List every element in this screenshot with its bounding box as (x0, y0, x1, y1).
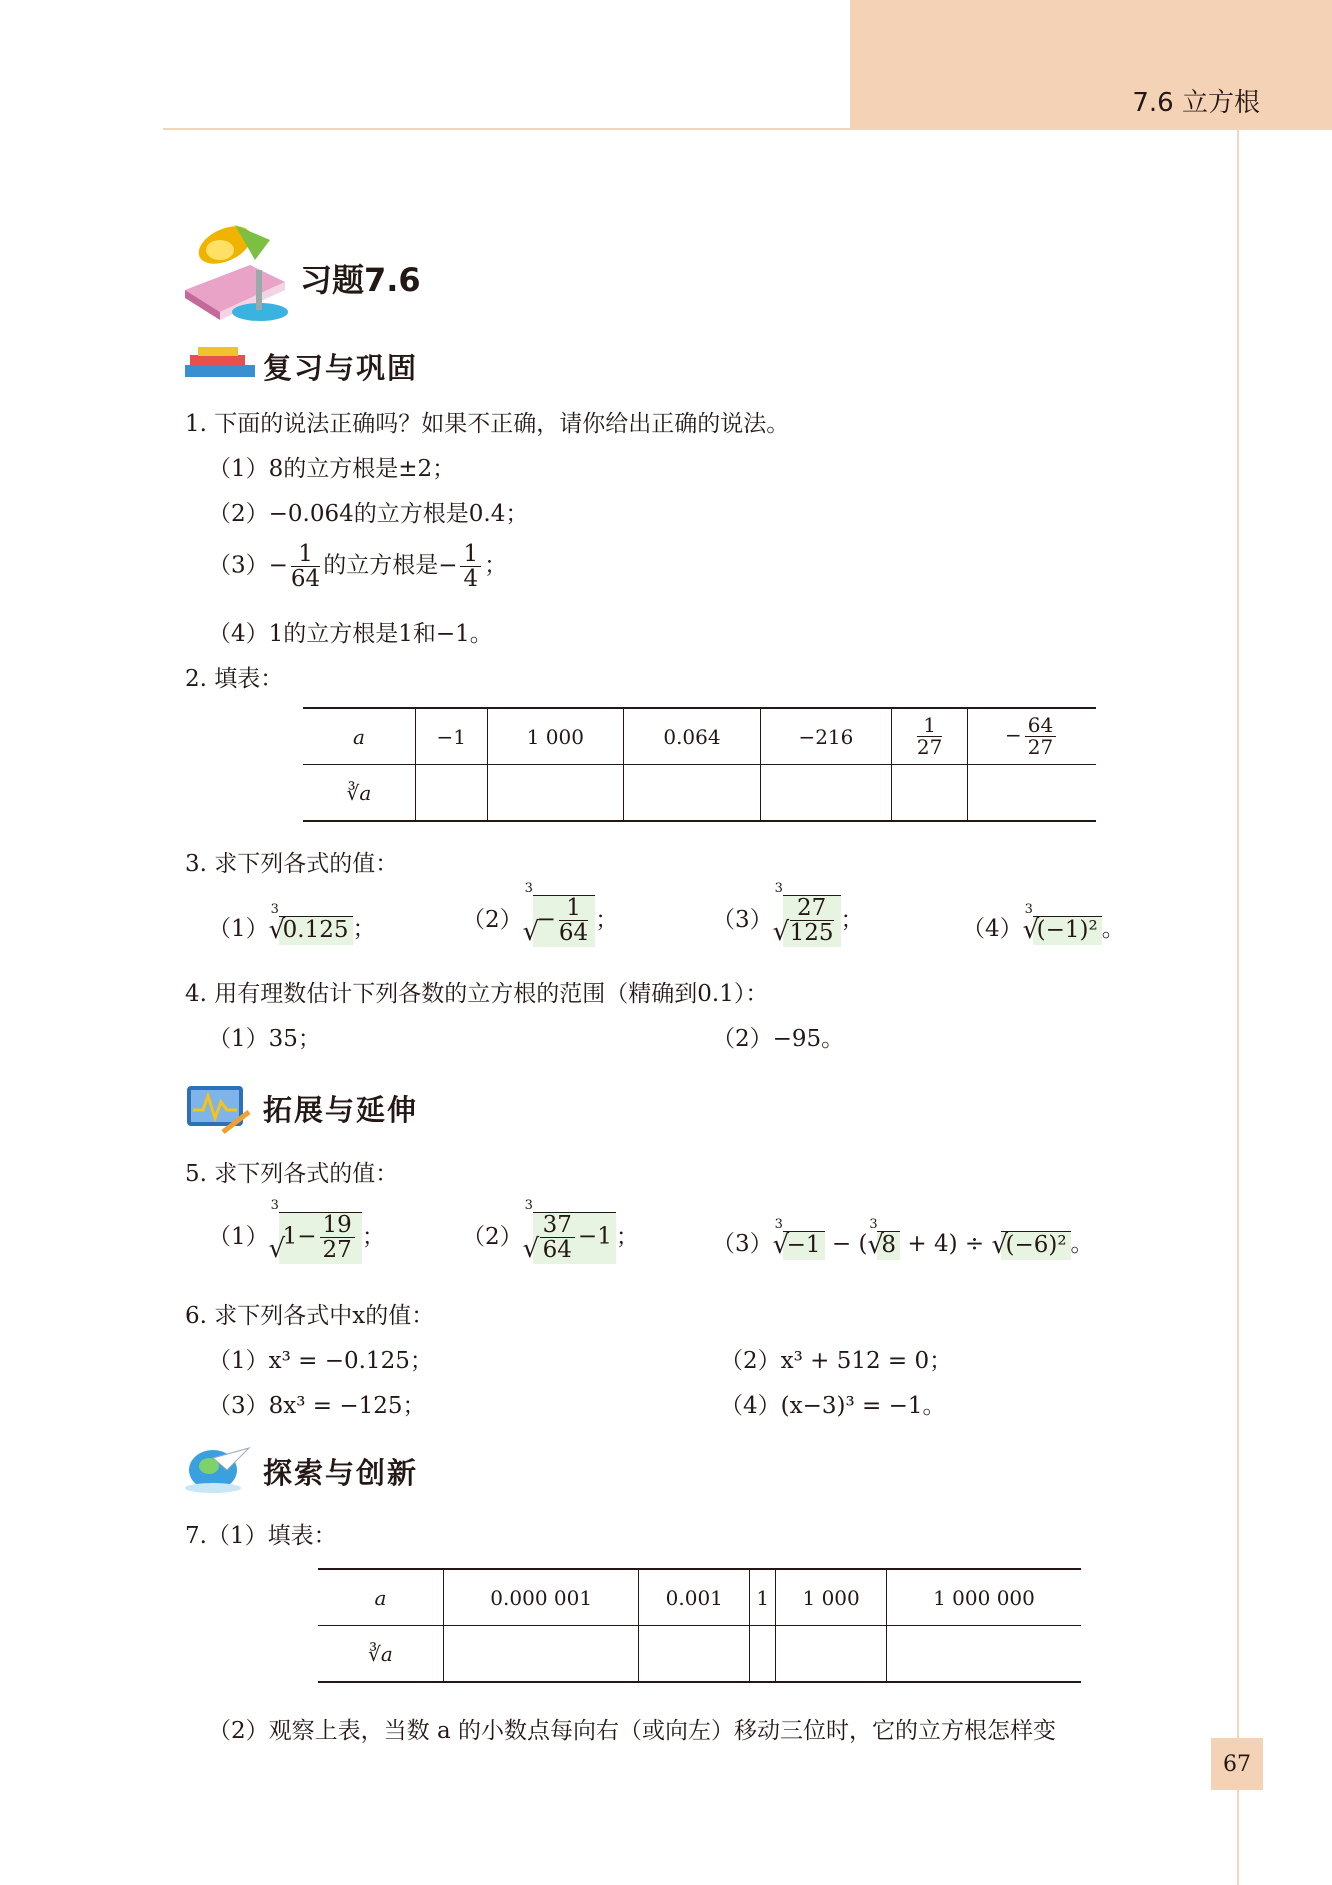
table-cell: 1 (750, 1569, 776, 1626)
punct: ； (361, 1224, 385, 1251)
cube-root: 3 √ −1 (773, 1231, 825, 1260)
cube-root: 3 √ $\frac{37}{64}$ −1 (523, 1212, 616, 1264)
part-label: （1） (208, 1224, 269, 1251)
numerator: 1 (291, 542, 320, 567)
q6-part3: （3）8x³ = −125； (208, 1393, 426, 1419)
fraction (790, 896, 834, 945)
part-label: （2） (462, 907, 523, 934)
table-header-root: ∛a (318, 1626, 444, 1683)
q1-part3-prefix: （3）− (208, 552, 288, 579)
q5-part1 (208, 1198, 385, 1265)
radicand: 8 (877, 1231, 900, 1260)
punct: 。 (1070, 1231, 1094, 1257)
q1-part2: （2）−0.064的立方根是0.4； (208, 501, 529, 527)
q4-stem: 4. 用有理数估计下列各数的立方根的范围（精确到0.1）： (185, 981, 769, 1007)
table-cell-empty (892, 765, 968, 822)
section-explore-heading: 探索与创新 (263, 1456, 419, 1490)
table-row (303, 708, 1096, 765)
table-cell-empty (444, 1626, 639, 1683)
denominator: 27 (322, 1237, 352, 1264)
table-cell-empty (887, 1626, 1082, 1683)
table-cell-empty (968, 765, 1096, 822)
numerator: 1 (559, 896, 588, 921)
q1-part3-end: ； (484, 552, 508, 579)
q1-part4: （4）1的立方根是1和−1。 (208, 621, 493, 647)
table-cell-empty (487, 765, 624, 822)
q7-table (318, 1568, 1081, 1683)
radicand-suffix: −1 (577, 1223, 612, 1250)
q6-stem: 6. 求下列各式中x的值： (185, 1303, 435, 1329)
table-cell-empty (624, 765, 761, 822)
section-label: 7.6 立方根 (1132, 88, 1260, 118)
q2-table (303, 707, 1096, 822)
table-row (303, 765, 1096, 822)
q3-part1 (208, 901, 376, 945)
table-cell: −216 (760, 708, 891, 765)
table-cell (968, 708, 1096, 765)
q7-part2: （2）观察上表，当数 a 的小数点每向右（或向左）移动三位时，它的立方根怎样变 (208, 1718, 1056, 1744)
numerator: 64 (1025, 715, 1056, 737)
table-cell: −1 (416, 708, 488, 765)
denominator: 4 (463, 566, 479, 593)
fraction (1025, 715, 1056, 758)
q1-stem: 1. 下面的说法正确吗？如果不正确，请你给出正确的说法。 (185, 411, 790, 437)
q7-stem: 7.（1）填表： (185, 1523, 337, 1549)
radicand (279, 1212, 362, 1264)
margin-rule (1237, 130, 1239, 1885)
section-review-heading: 复习与巩固 (263, 351, 419, 385)
q6-part2: （2）x³ + 512 = 0； (720, 1348, 953, 1374)
part-label: （2） (462, 1224, 523, 1251)
q2-stem: 2. 填表： (185, 666, 284, 692)
cube-root: 3 √ (−1)² (1023, 916, 1102, 945)
table-cell-empty (416, 765, 488, 822)
part-label: （3） (712, 1231, 773, 1257)
part-label: （4） (962, 916, 1023, 942)
punct: ； (615, 1224, 639, 1251)
radicand: −1 (783, 1231, 825, 1260)
table-header-root: ∛a (303, 765, 416, 822)
denominator: 64 (558, 920, 589, 947)
section-extend-heading: 拓展与延伸 (263, 1093, 419, 1127)
fraction (917, 715, 942, 758)
denominator: 125 (789, 920, 834, 947)
operator: + 4) ÷ (900, 1231, 992, 1257)
q3-part4 (962, 901, 1125, 945)
table-cell: 1 000 000 (887, 1569, 1082, 1626)
fraction (540, 1213, 575, 1262)
numerator: 37 (540, 1213, 575, 1238)
denominator: 64 (290, 566, 321, 593)
q4-part1: （1）35； (208, 1026, 321, 1052)
table-cell (892, 708, 968, 765)
punct: ； (840, 907, 864, 934)
radicand: 0.125 (279, 916, 353, 945)
header-divider (163, 128, 1332, 130)
part-label: （3） (712, 907, 773, 934)
page-number: 67 (1211, 1738, 1263, 1790)
q4-part2: （2）−95。 (712, 1026, 845, 1052)
table-cell-empty (639, 1626, 750, 1683)
cube-root: 3 √ 1− $\frac{19}{27}$ (269, 1212, 362, 1264)
q6-part1: （1）x³ = −0.125； (208, 1348, 433, 1374)
table-cell: 0.000 001 (444, 1569, 639, 1626)
cube-root: 3 √ − $\frac{1}{64}$ (523, 895, 596, 947)
q5-part3 (712, 1216, 1094, 1260)
radicand (783, 895, 841, 947)
operator: − ( (824, 1231, 868, 1257)
pulse-chart-icon (183, 1082, 253, 1137)
globe-plane-icon (183, 1440, 253, 1495)
q3-part2 (462, 881, 619, 948)
q6-part4: （4）(x−3)³ = −1。 (720, 1393, 946, 1419)
table-cell-empty (776, 1626, 887, 1683)
table-cell: 1 000 (776, 1569, 887, 1626)
q1-part3 (208, 542, 507, 591)
table-row (318, 1626, 1081, 1683)
numerator: 1 (917, 715, 942, 737)
q5-part2 (462, 1198, 639, 1265)
fraction (291, 542, 320, 591)
fraction (460, 542, 481, 591)
punct: 。 (1101, 916, 1125, 942)
part-label: （1） (208, 916, 269, 942)
numerator: 1 (460, 542, 481, 567)
table-cell: 0.064 (624, 708, 761, 765)
books-icon (180, 345, 260, 385)
numerator: 27 (790, 896, 834, 921)
table-cell-empty (760, 765, 891, 822)
radicand (533, 895, 596, 947)
exercise-title: 习题7.6 (300, 261, 421, 299)
q3-stem: 3. 求下列各式的值： (185, 851, 399, 877)
table-row (318, 1569, 1081, 1626)
minus-sign: − (1004, 723, 1022, 747)
radicand-prefix: 1− (282, 1223, 317, 1250)
table-cell: 1 000 (487, 708, 624, 765)
square-root: √ (−6)² (991, 1231, 1070, 1260)
cube-root: 3 √ $\frac{27}{125}$ (773, 895, 841, 947)
punct: ； (595, 907, 619, 934)
lamp-book-icon (180, 220, 290, 325)
q1-part1: （1）8的立方根是±2； (208, 456, 456, 482)
q1-part3-middle: 的立方根是− (323, 552, 458, 579)
denominator: 64 (542, 1237, 572, 1264)
table-header-a: a (303, 708, 416, 765)
denominator: 27 (916, 735, 943, 759)
minus-sign: − (536, 906, 556, 933)
punct: ； (352, 916, 376, 942)
fraction (559, 896, 588, 945)
denominator: 27 (1027, 735, 1054, 759)
radicand (533, 1212, 616, 1264)
q5-stem: 5. 求下列各式的值： (185, 1161, 399, 1187)
radicand: (−1)² (1033, 916, 1102, 945)
radicand: (−6)² (1001, 1231, 1070, 1260)
cube-root: 3 √ 8 (867, 1231, 900, 1260)
table-header-a: a (318, 1569, 444, 1626)
fraction (320, 1213, 355, 1262)
table-cell-empty (750, 1626, 776, 1683)
table-cell: 0.001 (639, 1569, 750, 1626)
q3-part3 (712, 881, 864, 948)
cube-root: 3 √ 0.125 (269, 916, 353, 945)
numerator: 19 (320, 1213, 355, 1238)
